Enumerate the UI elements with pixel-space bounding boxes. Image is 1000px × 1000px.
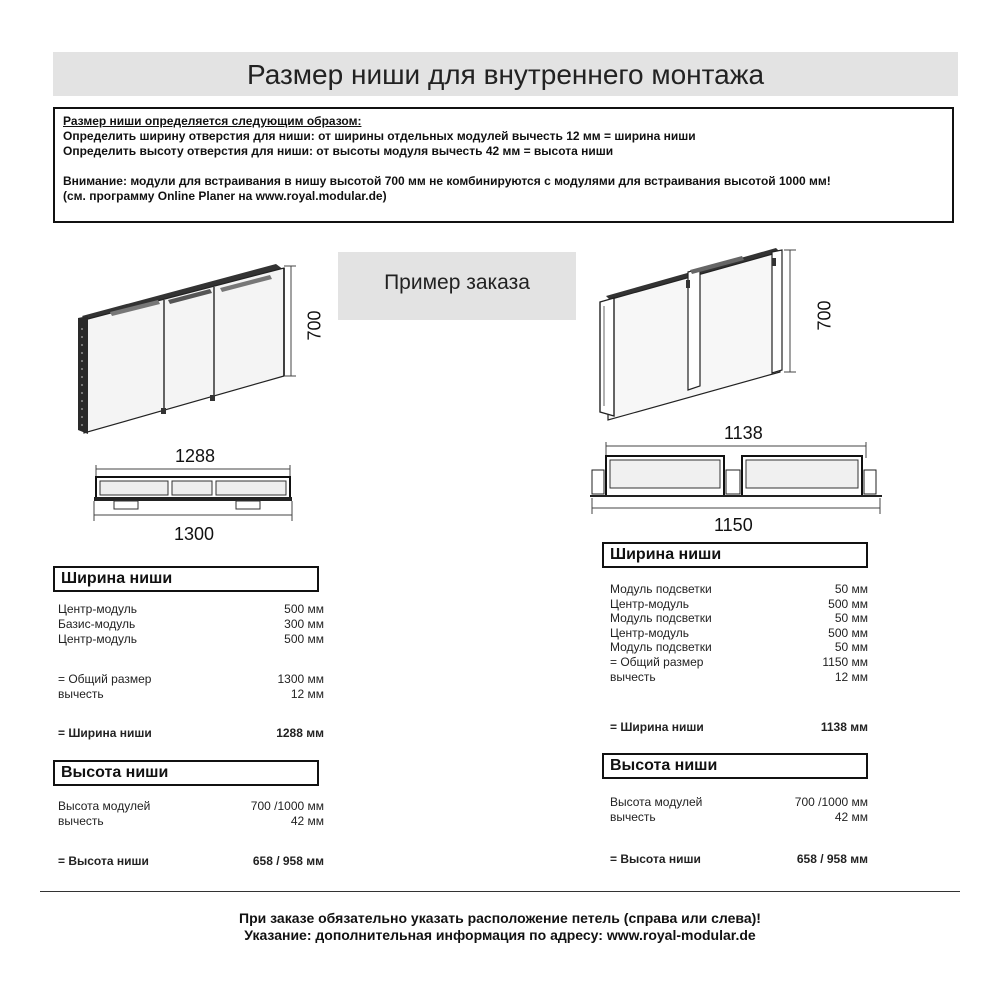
right-height-label: 700 (814, 300, 835, 331)
right-niche-height-result: = Высота ниши 658 / 958 мм (610, 852, 868, 866)
right-height-minus-row: вычесть 42 мм (610, 810, 868, 824)
left-niche-height-result: = Высота ниши 658 / 958 мм (58, 854, 324, 868)
order-example-label: Пример заказа (338, 252, 576, 320)
right-width-row: Модуль подсветки 50 мм (610, 611, 868, 626)
right-width-row: Модуль подсветки 50 мм (610, 640, 868, 655)
right-cabinet-illustration (592, 240, 802, 425)
left-width-section-title: Ширина ниши (53, 566, 319, 592)
right-width-section-title: Ширина ниши (602, 542, 868, 568)
footer-divider (40, 891, 960, 892)
left-width-row: Центр-модуль 500 мм (58, 602, 324, 616)
right-total-width-label: 1150 (714, 515, 753, 535)
footer-info-link: Указание: дополнительная информация по адресу: www.royal-modular.de (244, 927, 756, 943)
info-box (53, 107, 954, 223)
left-total-width-label: 1300 (174, 524, 215, 544)
right-width-row: Модуль подсветки 50 мм (610, 582, 868, 596)
right-width-row: Центр-модуль 500 мм (610, 596, 868, 611)
right-height-modules-row: Высота модулей 700 /1000 мм (610, 795, 868, 809)
right-height-section-title: Высота ниши (602, 753, 868, 779)
left-top-view (88, 465, 298, 523)
footer (0, 910, 1000, 944)
left-total-row: = Общий размер 1300 мм (58, 672, 324, 686)
left-width-row: Центр-модуль 500 мм (58, 632, 324, 646)
left-height-minus-row: вычесть 42 мм (58, 814, 324, 828)
info-line-width: Определить ширину отверстия для ниши: от ширины отдельных модулей вычесть 12 мм = ширина ниши (63, 129, 696, 143)
right-width-row: вычесть 12 мм (610, 669, 868, 684)
info-heading: Размер ниши определяется следующим образом: (63, 114, 362, 128)
left-cabinet-illustration (70, 258, 300, 443)
left-height-modules-row: Высота модулей 700 /1000 мм (58, 799, 324, 813)
right-niche-width-label: 1138 (724, 423, 763, 443)
right-width-row: Центр-модуль 500 мм (610, 625, 868, 640)
right-top-view (588, 442, 884, 516)
info-warning: Внимание: модули для встраивания в нишу высотой 700 мм не комбинируются с модулями для встраивания высотой 1000 мм! (63, 174, 831, 188)
left-niche-width-label: 1288 (175, 446, 216, 466)
info-line-height: Определить высоту отверстия для ниши: от высоты модуля вычесть 42 мм = высота ниши (63, 144, 614, 158)
left-niche-width-result: = Ширина ниши 1288 мм (58, 726, 324, 740)
left-height-section-title: Высота ниши (53, 760, 319, 786)
right-width-row: = Общий размер 1150 мм (610, 655, 868, 669)
page-title: Размер ниши для внутреннего монтажа (53, 52, 958, 96)
footer-hinge-note: При заказе обязательно указать расположение петель (справа или слева)! (239, 910, 761, 926)
left-height-label: 700 (304, 310, 325, 341)
left-minus-row: вычесть 12 мм (58, 687, 324, 701)
right-niche-width-result: = Ширина ниши 1138 мм (610, 720, 868, 734)
info-planer-note: (см. программу Online Planer на www.royal.modular.de) (63, 189, 387, 203)
left-width-row: Базис-модуль 300 мм (58, 617, 324, 631)
